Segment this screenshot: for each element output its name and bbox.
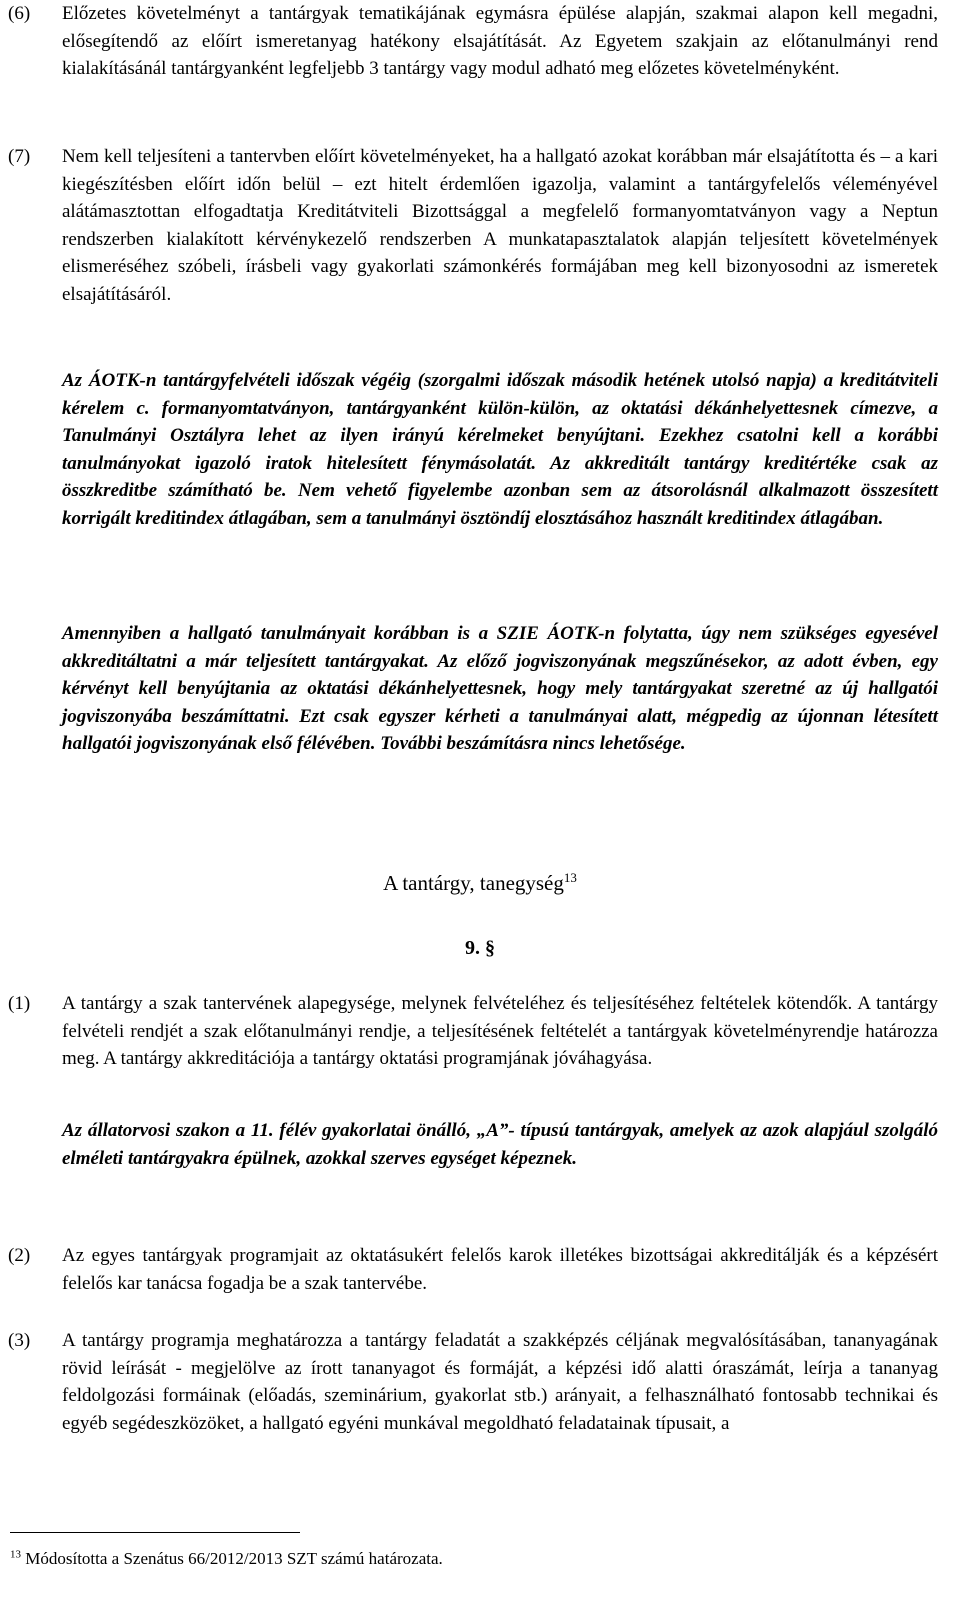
paragraph-number: (7) — [8, 146, 31, 167]
footnote-reference: 13 — [563, 870, 577, 885]
bold-italic-note-veterinary: Az állatorvosi szakon a 11. félév gyakorlatai önálló, „A”- típusú tantárgyak, amelyek az azok alapjául szolgáló elméleti tantárgyakra épülnek, azokkal szerves egységet képeznek. — [62, 1120, 938, 1169]
paragraph-text: Nem kell teljesíteni a tantervben előírt követelményeket, ha a hallgató azokat korábban már elsajátította és – a kari kiegészítésben előírt időn belül – ezt hitelt érdemlően igazolja, valamint a tantárgyfelelős véleményével alátámasztottan elfogadtatja Kreditátviteli Bizottsággal a megfelelő formanyomtatványon vagy a Neptun rendszerben kialakított kérvénykezelő rendszerben A munkatapasztalatok alapján teljesített követelmények elismeréséhez szóbeli, írásbeli vagy gyakorlati számonkérés formájában meg kell bizonyosodni az ismeretek elsajátításáról. — [62, 146, 938, 305]
section-number: 9. § — [465, 937, 495, 959]
paragraph-number: (3) — [8, 1330, 31, 1351]
section-paragraph-1 — [8, 990, 938, 1073]
paragraph-6 — [8, 0, 938, 83]
footnote — [10, 1548, 443, 1570]
paragraph-number: (1) — [8, 993, 31, 1014]
paragraph-text: Előzetes követelményt a tantárgyak tematikájának egymásra épülése alapján, szakmai alapon kell megadni, elősegítendő az előírt ismeretanyag hatékony elsajátítását. Az Egyetem szakjain az előtanulmányi rend kialakításánál tantárgyanként legfeljebb 3 tantárgy vagy modul adható meg előzetes követelményként. — [62, 3, 938, 79]
bold-italic-paragraph-previous-studies: Amennyiben a hallgató tanulmányait korábban is a SZIE ÁOTK-n folytatta, úgy nem szükséges egyesével akkreditáltatni a már teljesített tantárgyakat. Az előző jogviszonyának megszűnésekor, az adott évben, egy kérvényt kell benyújtania az oktatási dékánhelyettesnek, hogy mely tantárgyakat szeretné az új hallgatói jogviszonyába beszámíttatni. Ezt csak egyszer kérheti a tanulmányai alatt, mégpedig az újonnan létesített hallgatói jogviszonyának első félévében. További beszámításra nincs lehetősége. — [62, 623, 938, 754]
paragraph-7 — [8, 143, 938, 308]
footnote-number: 13 — [10, 1548, 21, 1561]
section-title — [0, 870, 960, 898]
footnote-text: Módosította a Szenátus 66/2012/2013 SZT számú határozata. — [25, 1549, 443, 1568]
paragraph-text: Az egyes tantárgyak programjait az oktatásukért felelős karok illetékes bizottságai akkreditálják és a képzésért felelős kar tanácsa fogadja be a szak tantervébe. — [62, 1245, 938, 1294]
paragraph-text: A tantárgy programja meghatározza a tantárgy feladatát a szakképzés céljának megvalósításában, tananyagának rövid leírását - megjelölve az írott tananyagot és formáját, a képzési idő alatti óraszámát, leírja a tananyag feldolgozási formáinak (előadás, szeminárium, gyakorlat stb.) arányait, a felhasználható fontosabb technikai és egyéb segédeszközöket, a hallgató egyéni munkával megoldható feladatainak típusait, a — [62, 1330, 938, 1434]
paragraph-text: A tantárgy a szak tantervének alapegysége, melynek felvételéhez és teljesítéséhez feltételek kötendők. A tantárgy felvételi rendjét a szak előtanulmányi rendje, a teljesítésének feltételét a tantárgyak követelményrendje határozza meg. A tantárgy akkreditációja a tantárgy oktatási programjának jóváhagyása. — [62, 993, 938, 1069]
bold-italic-paragraph-credit-transfer: Az ÁOTK-n tantárgyfelvételi időszak végéig (szorgalmi időszak második hetének utolsó napja) a kreditátviteli kérelem c. formanyomtatványon, tantárgyanként külön-külön, az oktatási dékánhelyettesnek címezve, a Tanulmányi Osztályra lehet az ilyen irányú kérelmeket benyújtani. Ezekhez csatolni kell a korábbi tanulmányokat igazoló iratok hitelesített fénymásolatát. Az akkreditált tantárgy kreditértéke csak az összkreditbe számítható be. Nem vehető figyelembe azonban sem az átsorolásnál alkalmazott összesített korrigált kreditindex átlagában, sem a tanulmányi ösztöndíj elosztásához használt kreditindex átlagában. — [62, 370, 938, 529]
section-title-text: A tantárgy, tanegység — [383, 871, 564, 895]
paragraph-number: (6) — [8, 3, 31, 24]
section-paragraph-2 — [8, 1242, 938, 1297]
paragraph-number: (2) — [8, 1245, 31, 1266]
footnote-divider — [10, 1532, 300, 1533]
section-paragraph-3 — [8, 1327, 938, 1437]
